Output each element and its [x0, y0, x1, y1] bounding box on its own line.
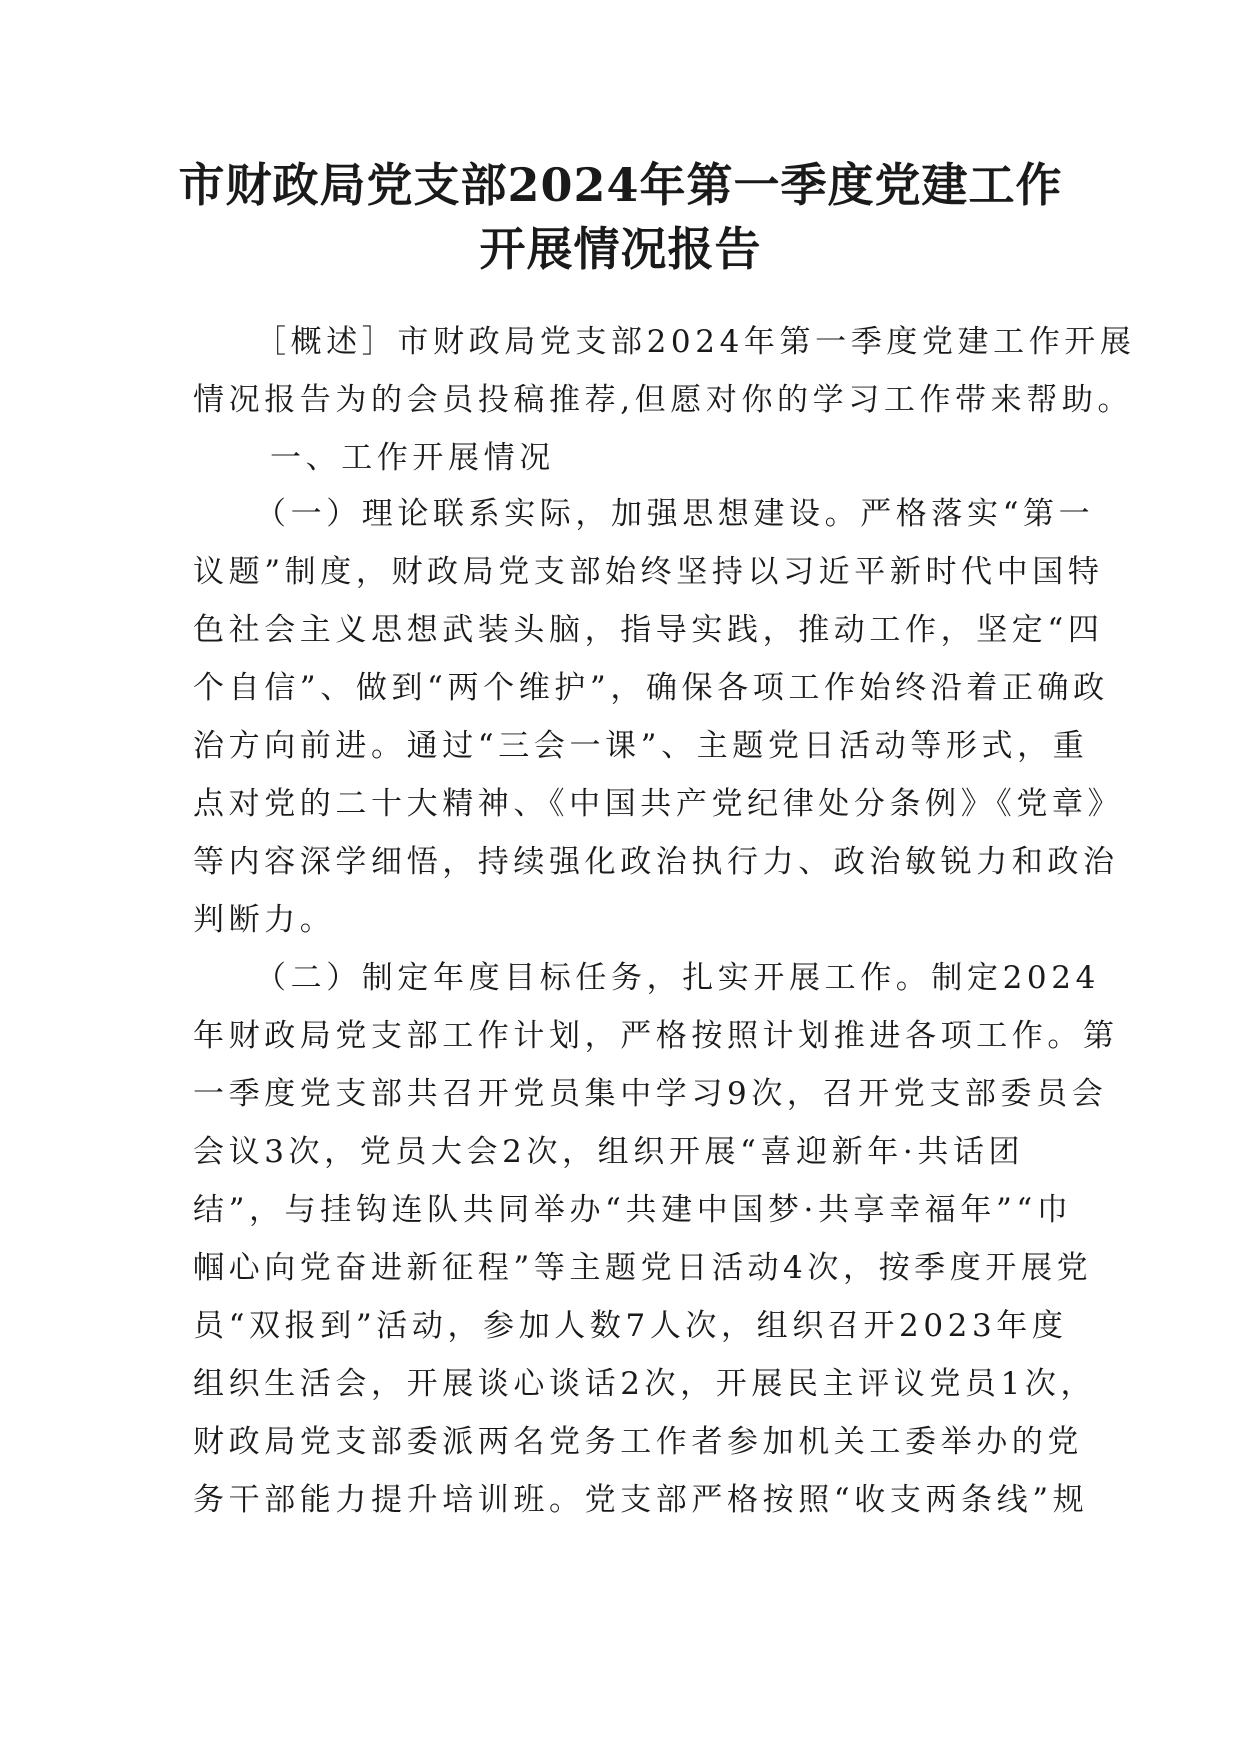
paragraph-line: 个自信”、做到“两个维护”，确保各项工作始终沿着正确政	[193, 670, 1109, 706]
paragraph-line: 年财政局党支部工作计划，严格按照计划推进各项工作。第	[193, 1018, 1119, 1054]
paragraph-line: 员“双报到”活动，参加人数7人次，组织召开2023年度	[193, 1308, 1068, 1344]
paragraph-line: 议题”制度，财政局党支部始终坚持以习近平新时代中国特	[193, 554, 1104, 590]
paragraph-line: 治方向前进。通过“三会一课”、主题党日活动等形式，重	[193, 728, 1089, 764]
summary-line: 情况报告为的会员投稿推荐,但愿对你的学习工作带来帮助。	[193, 382, 1134, 418]
paragraph-line: 色社会主义思想武装头脑，指导实践，推动工作，坚定“四	[193, 612, 1104, 648]
paragraph-line: 等内容深学细悟，持续强化政治执行力、政治敏锐力和政治	[193, 844, 1119, 880]
paragraph-line: 判断力。	[193, 902, 336, 938]
document-title-line-1: 市财政局党支部2024年第一季度党建工作	[178, 158, 1063, 212]
paragraph-line: 财政局党支部委派两名党务工作者参加机关工委举办的党	[193, 1424, 1083, 1460]
summary-line: ［概述］市财政局党支部2024年第一季度党建工作开展	[255, 324, 1136, 360]
paragraph-line: 务干部能力提升培训班。党支部严格按照“收支两条线”规	[193, 1482, 1089, 1518]
paragraph-line: 结”，与挂钩连队共同举办“共建中国梦·共享幸福年”“巾	[193, 1192, 1073, 1228]
section-heading: 一、工作开展情况	[270, 440, 555, 476]
paragraph-line: 组织生活会，开展谈心谈话2次，开展民主评议党员1次，	[193, 1366, 1097, 1402]
paragraph-line: 一季度党支部共召开党员集中学习9次，召开党支部委员会	[193, 1076, 1108, 1112]
paragraph-line: （二）制定年度目标任务，扎实开展工作。制定2024	[255, 960, 1100, 996]
paragraph-line: （一）理论联系实际，加强思想建设。严格落实“第一	[255, 496, 1095, 532]
paragraph-line: 会议3次，党员大会2次，组织开展“喜迎新年·共话团	[193, 1134, 1025, 1170]
document-title-line-2: 开展情况报告	[479, 222, 762, 276]
paragraph-line: 帼心向党奋进新征程”等主题党日活动4次，按季度开展党	[193, 1250, 1093, 1286]
paragraph-line: 点对党的二十大精神、《中国共产党纪律处分条例》《党章》	[193, 786, 1124, 822]
